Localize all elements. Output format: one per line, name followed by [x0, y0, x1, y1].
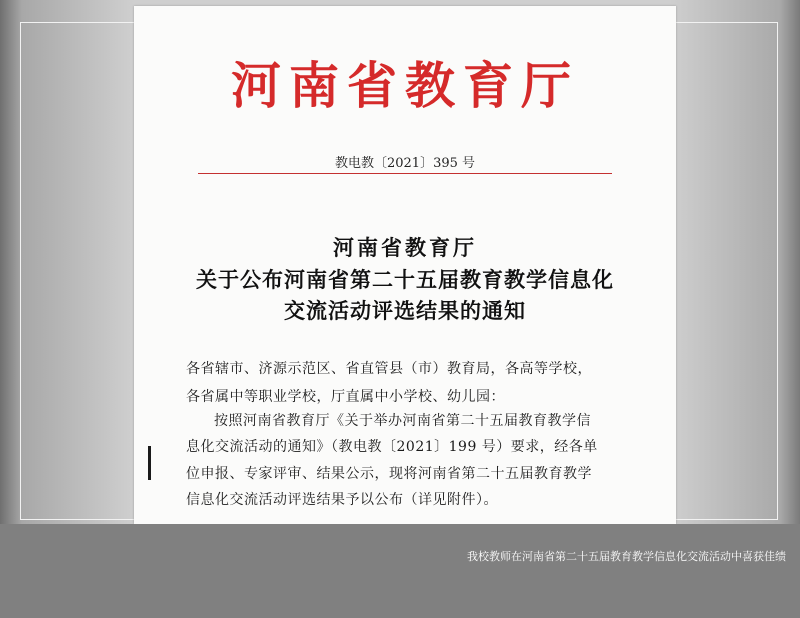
caption-bar	[0, 524, 800, 618]
notice-heading-line-3: 交流活动评选结果的通知	[284, 298, 526, 323]
body-line: 按照河南省教育厅《关于举办河南省第二十五届教育教学信	[214, 413, 591, 429]
body-line: 各省辖市、济源示范区、省直管县（市）教育局，各高等学校，	[186, 361, 592, 377]
body-line: 位申报、专家评审、结果公示，现将河南省第二十五届教育教学	[186, 466, 592, 482]
image-caption: 我校教师在河南省第二十五届教育教学信息化交流活动中喜获佳绩	[467, 550, 786, 563]
body-line: 各省属中等职业学校，厅直属中小学校、幼儿园：	[186, 389, 505, 405]
document-number: 教电教〔2021〕395 号	[334, 156, 476, 171]
red-divider	[198, 173, 612, 174]
notice-heading-line-2: 关于公布河南省第二十五届教育教学信息化	[196, 267, 614, 292]
agency-title: 河南省教育厅	[231, 56, 579, 115]
body-line: 信息化交流活动评选结果予以公布（详见附件）。	[186, 492, 498, 508]
body-line: 息化交流活动的通知》（教电教〔2021〕199 号）要求，经各单	[186, 439, 598, 455]
scanned-document	[134, 6, 676, 524]
notice-heading-line-1: 河南省教育厅	[333, 235, 477, 260]
margin-mark	[148, 446, 151, 480]
